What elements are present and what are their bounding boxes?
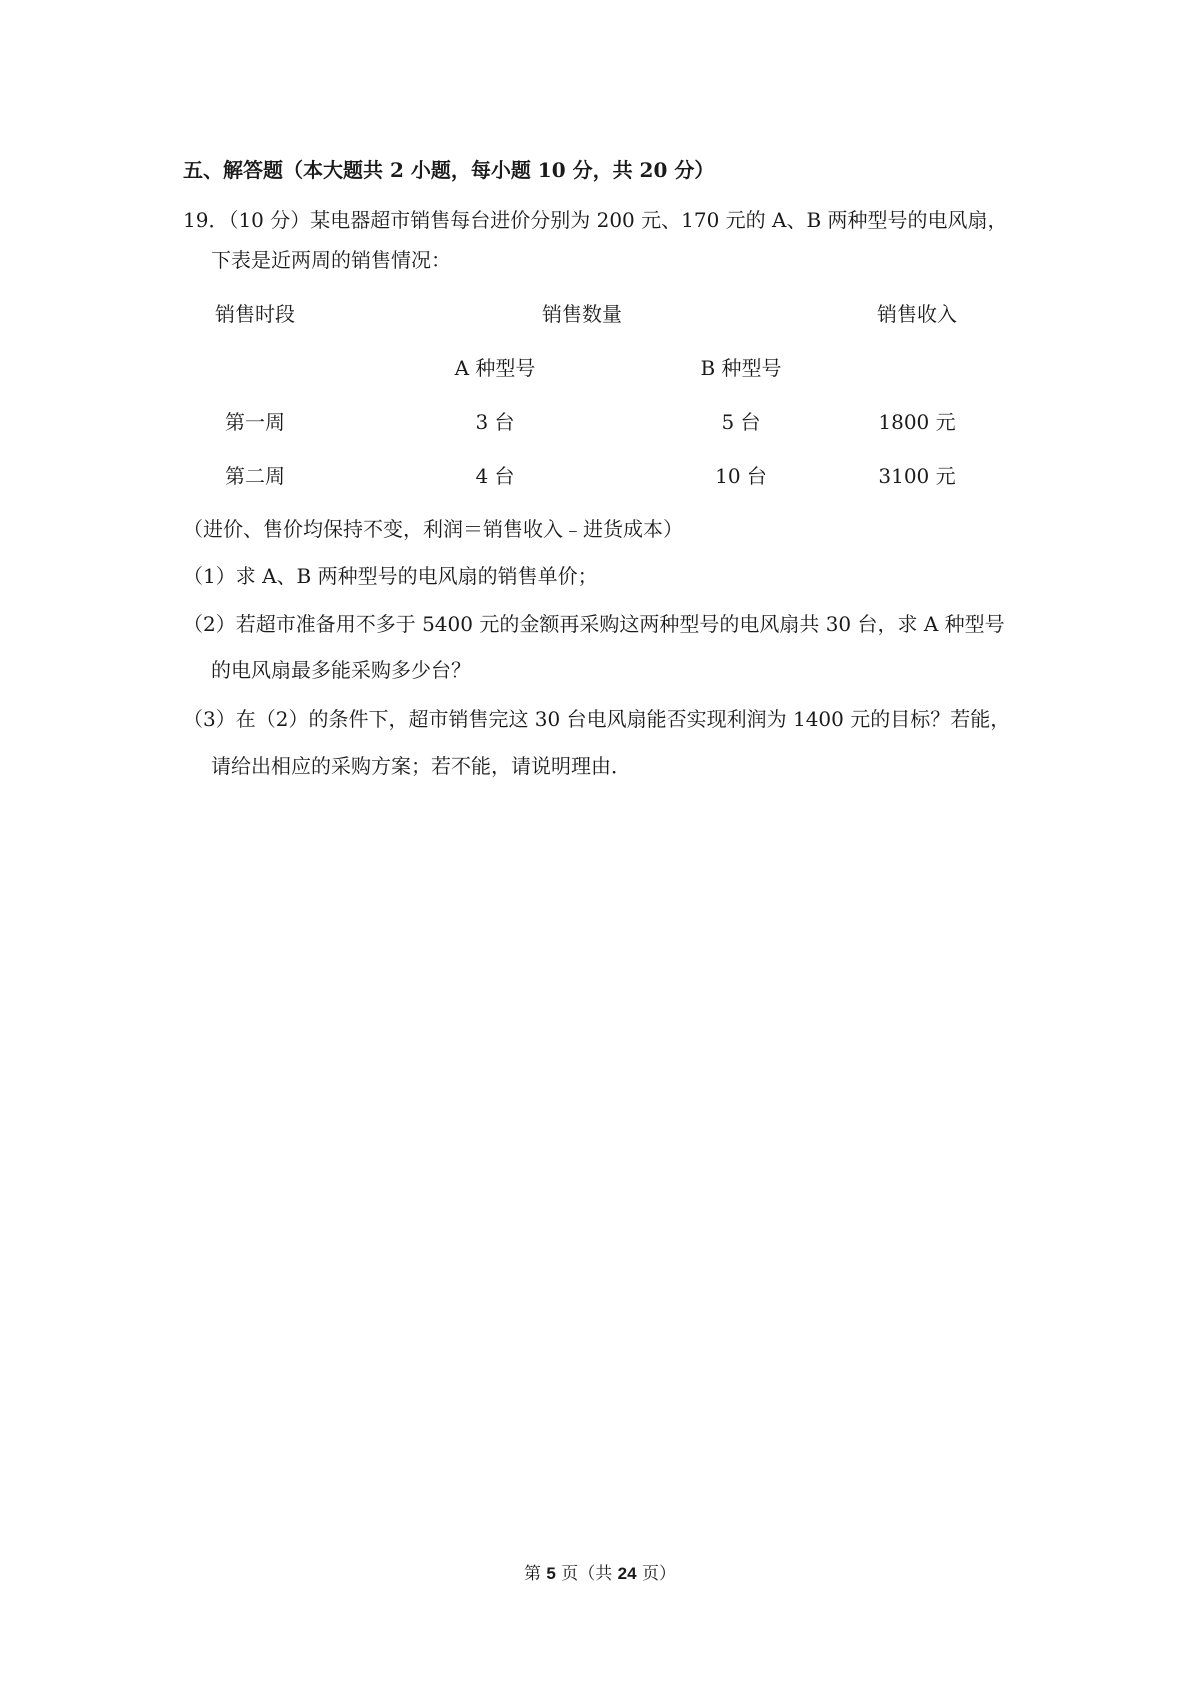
footer-total-pages: 24: [617, 1564, 637, 1583]
row1-b: 5 台: [721, 410, 761, 434]
row2-b: 10 台: [715, 464, 767, 488]
subquestion-3-line2: 请给出相应的采购方案；若不能，请说明理由．: [211, 754, 631, 778]
subquestion-1: （1）求 A、B 两种型号的电风扇的销售单价；: [183, 564, 598, 588]
header-quantity: 销售数量: [542, 302, 622, 326]
header-period: 销售时段: [215, 302, 295, 326]
subheader-a-model: A 种型号: [454, 356, 536, 380]
row1-a: 3 台: [475, 410, 515, 434]
header-revenue: 销售收入: [877, 302, 957, 326]
subheader-b-model: B 种型号: [700, 356, 782, 380]
row2-revenue: 3100 元: [878, 464, 956, 488]
footer-page-number: 5: [546, 1564, 556, 1583]
sales-table: [183, 300, 1043, 500]
row2-period: 第二周: [225, 464, 285, 488]
note-text: （进价、售价均保持不变，利润＝销售收入﹣进货成本）: [183, 517, 683, 541]
question-19-line2: 下表是近两周的销售情况：: [211, 248, 451, 272]
row1-revenue: 1800 元: [878, 410, 956, 434]
row1-period: 第一周: [225, 410, 285, 434]
subquestion-2-line2: 的电风扇最多能采购多少台？: [211, 658, 471, 682]
page-footer: [0, 1562, 1200, 1586]
subquestion-2-line1: （2）若超市准备用不多于 5400 元的金额再采购这两种型号的电风扇共 30 台，求 A 种型号: [183, 612, 1005, 636]
subquestion-3-line1: （3）在（2）的条件下，超市销售完这 30 台电风扇能否实现利润为 1400 元的目标？若能，: [183, 707, 1011, 731]
row2-a: 4 台: [475, 464, 515, 488]
footer-suffix: 页）: [642, 1564, 676, 1584]
question-19-line1: 19．（10 分）某电器超市销售每台进价分别为 200 元、170 元的 A、B 两种型号的电风扇，: [183, 208, 1008, 232]
footer-prefix: 第: [523, 1564, 541, 1584]
section-heading: 五、解答题（本大题共 2 小题，每小题 10 分，共 20 分）: [183, 158, 715, 182]
footer-middle: 页（共: [561, 1564, 613, 1584]
